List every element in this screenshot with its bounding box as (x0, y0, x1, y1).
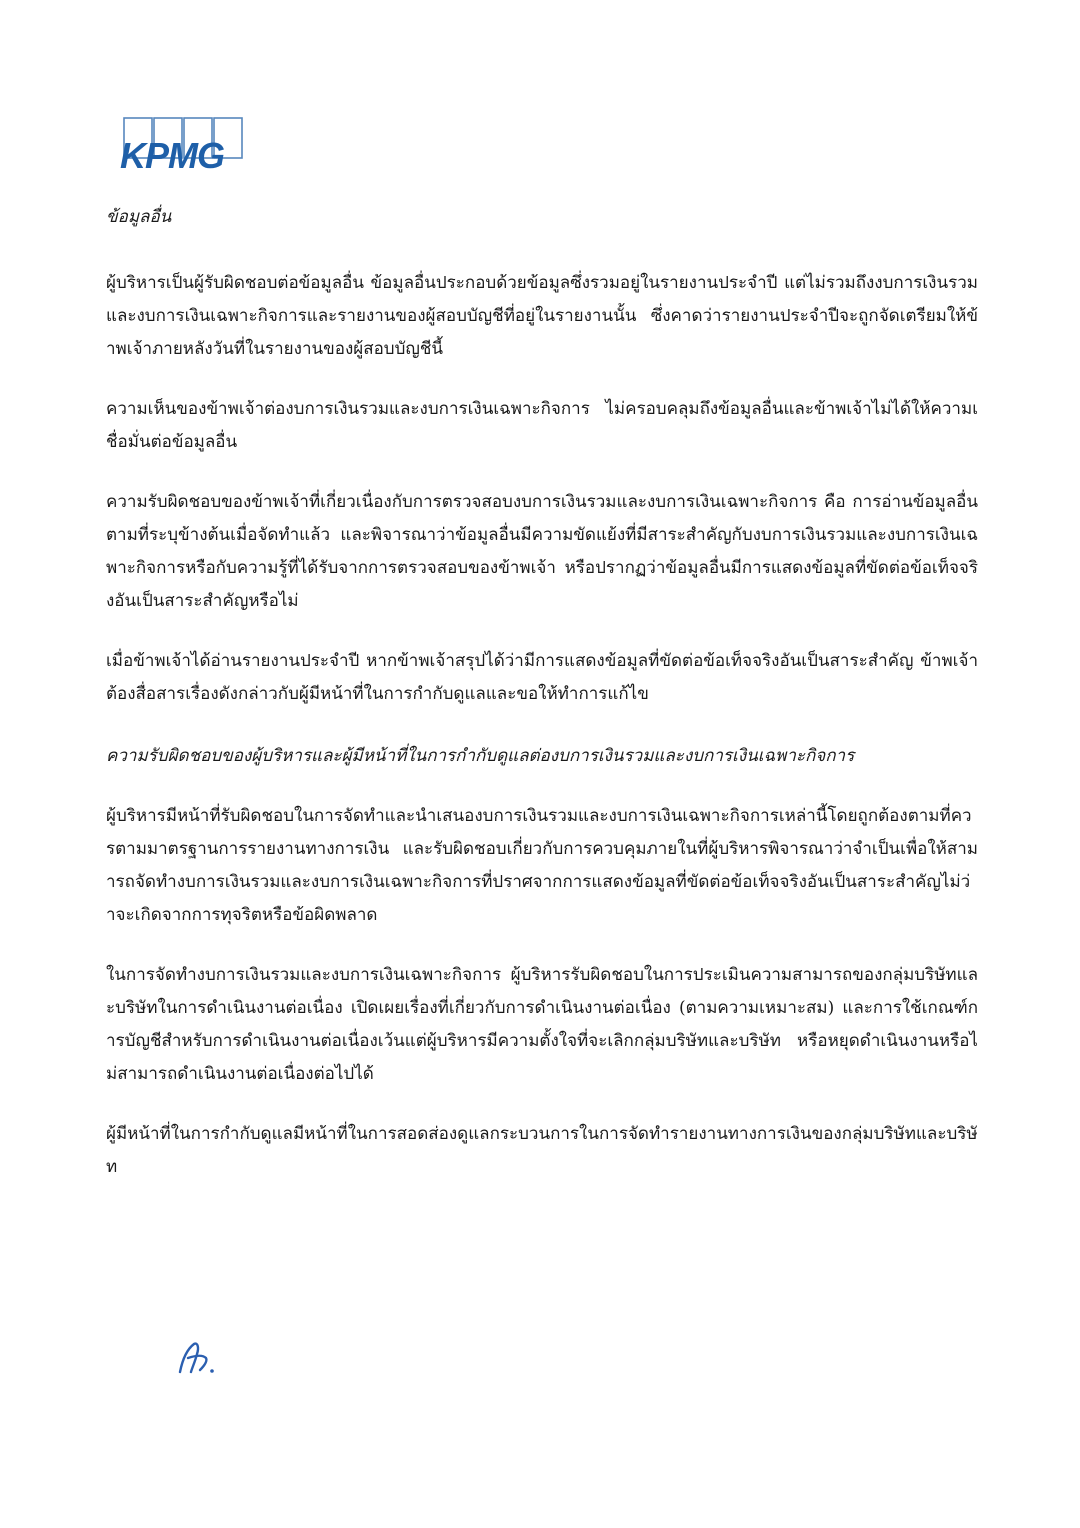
signature-icon (172, 1336, 222, 1378)
document-body (106, 198, 978, 1211)
paragraph: เมื่อข้าพเจ้าได้อ่านรายงานประจำปี หากข้าพเจ้าสรุปได้ว่ามีการแสดงข้อมูลที่ขัดต่อข้อเท็จจริงอันเป็นสาระสำคัญ ข้าพเจ้าต้องสื่อสารเรื่องดังกล่าวกับผู้มีหน้าที่ในการกำกับดูแลและขอให้ทำการแก้ไข (106, 651, 978, 704)
section-title-responsibility: ความรับผิดชอบของผู้บริหารและผู้มีหน้าที่ในการกำกับดูแลต่องบการเงินรวมและงบการเงินเฉพาะกิจการ (106, 746, 855, 766)
paragraph: ผู้บริหารเป็นผู้รับผิดชอบต่อข้อมูลอื่น ข้อมูลอื่นประกอบด้วยข้อมูลซึ่งรวมอยู่ในรายงานประจำปี แต่ไม่รวมถึงงบการเงินรวมและงบการเงินเฉพาะกิจการและรายงานของผู้สอบบัญชีที่อยู่ในรายงานนั้น ซึ่งคาดว่ารายงานประจำปีจะถูกจัดเตรียมให้ข้าพเจ้าภายหลังวันที่ในรายงานของผู้สอบบัญชีนี้ (106, 273, 978, 359)
kpmg-logo-text: KPMG (120, 135, 224, 176)
paragraph: ความรับผิดชอบของข้าพเจ้าที่เกี่ยวเนื่องกับการตรวจสอบงบการเงินรวมและงบการเงินเฉพาะกิจการ คือ การอ่านข้อมูลอื่นตามที่ระบุข้างต้นเมื่อจัดทำแล้ว และพิจารณาว่าข้อมูลอื่นมีความขัดแย้งที่มีสาระสำคัญกับงบการเงินรวมและงบการเงินเฉพาะกิจการหรือกับความรู้ที่ได้รับจากการตรวจสอบของข้าพเจ้า หรือปรากฏว่าข้อมูลอื่นมีการแสดงข้อมูลที่ขัดต่อข้อเท็จจริงอันเป็นสาระสำคัญหรือไม่ (106, 492, 978, 611)
paragraph: ผู้บริหารมีหน้าที่รับผิดชอบในการจัดทำและนำเสนองบการเงินรวมและงบการเงินเฉพาะกิจการเหล่านี้โดยถูกต้องตามที่ควรตามมาตรฐานการรายงานทางการเงิน และรับผิดชอบเกี่ยวกับการควบคุมภายในที่ผู้บริหารพิจารณาว่าจำเป็นเพื่อให้สามารถจัดทำงบการเงินรวมและงบการเงินเฉพาะกิจการที่ปราศจากการแสดงข้อมูลที่ขัดต่อข้อเท็จจริงอันเป็นสาระสำคัญไม่ว่าจะเกิดจากการทุจริตหรือข้อผิดพลาด (106, 806, 978, 925)
section-title-other-info: ข้อมูลอื่น (106, 207, 172, 227)
paragraph: ความเห็นของข้าพเจ้าต่องบการเงินรวมและงบการเงินเฉพาะกิจการ ไม่ครอบคลุมถึงข้อมูลอื่นและข้าพเจ้าไม่ได้ให้ความเชื่อมั่นต่อข้อมูลอื่น (106, 399, 978, 452)
paragraph: ในการจัดทำงบการเงินรวมและงบการเงินเฉพาะกิจการ ผู้บริหารรับผิดชอบในการประเมินความสามารถของกลุ่มบริษัทและบริษัทในการดำเนินงานต่อเนื่อง เปิดเผยเรื่องที่เกี่ยวกับการดำเนินงานต่อเนื่อง (ตามความเหมาะสม) และการใช้เกณฑ์การบัญชีสำหรับการดำเนินงานต่อเนื่องเว้นแต่ผู้บริหารมีความตั้งใจที่จะเลิกกลุ่มบริษัทและบริษัท หรือหยุดดำเนินงานหรือไม่สามารถดำเนินงานต่อเนื่องต่อไปได้ (106, 965, 978, 1084)
kpmg-logo-graphic (118, 116, 250, 176)
paragraph: ผู้มีหน้าที่ในการกำกับดูแลมีหน้าที่ในการสอดส่องดูแลกระบวนการในการจัดทำรายงานทางการเงินของกลุ่มบริษัทและบริษัท (106, 1124, 978, 1177)
signature-initials (172, 1336, 222, 1378)
kpmg-logo (118, 116, 250, 176)
